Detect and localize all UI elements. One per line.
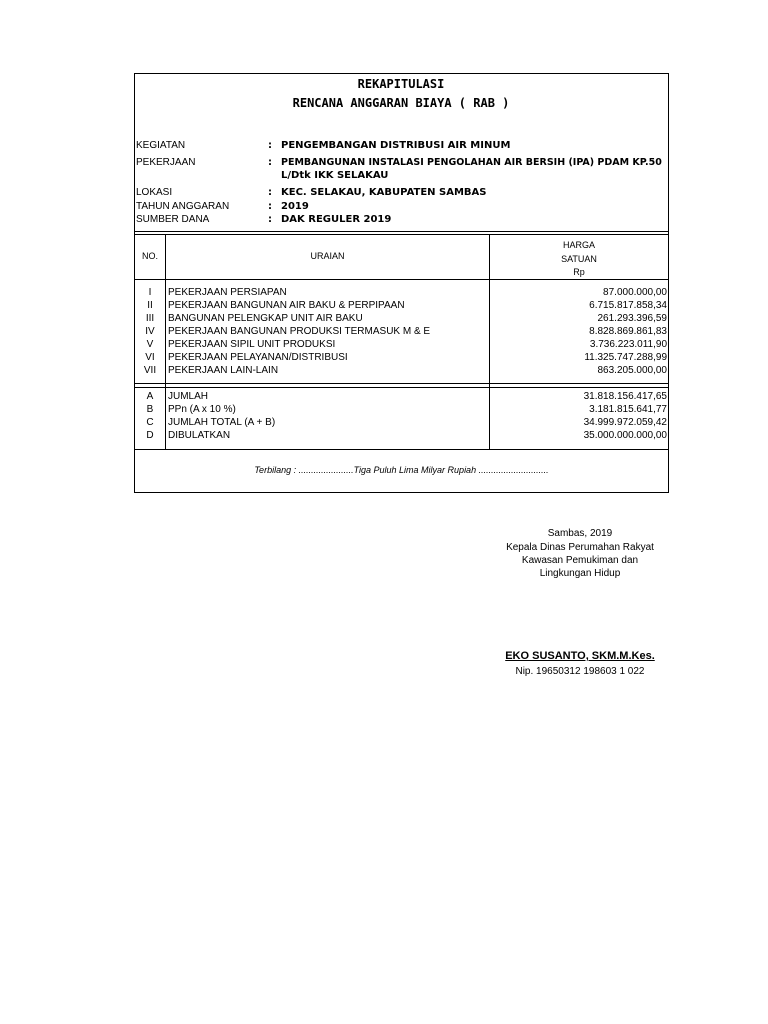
total-no: B [146,404,154,415]
total-desc: PPn (A x 10 %) [168,404,236,415]
info-label-pekerjaan: PEKERJAAN [136,157,196,168]
info-colon: : [268,187,272,198]
total-no: A [146,391,154,402]
items-bottom-border-inner [135,387,668,388]
row-value: 11.325.747.288,99 [584,352,667,363]
row-no: V [146,339,154,350]
info-value-tahun: 2019 [281,201,309,212]
row-no: II [147,300,153,311]
total-value: 34.999.972.059,42 [583,417,667,428]
signature-place-date: Sambas, 2019 [547,528,613,539]
row-desc: PEKERJAAN BANGUNAN PRODUKSI TERMASUK M & E [168,326,431,337]
total-desc: JUMLAH TOTAL (A + B) [168,417,276,428]
row-value: 863.205.000,00 [597,365,667,376]
signature-nip: Nip. 19650312 198603 1 022 [515,666,645,677]
signature-role-line: Kepala Dinas Perumahan Rakyat [506,542,654,553]
row-desc: PEKERJAAN BANGUNAN AIR BAKU & PERPIPAAN [168,300,405,311]
table-top-border-inner [135,234,668,235]
info-label-sumber-dana: SUMBER DANA [136,214,210,225]
col-header-harga-1: HARGA [562,240,595,250]
info-value-pekerjaan-cont: L/Dtk IKK SELAKAU [281,170,389,181]
row-no: III [145,313,155,324]
header-bottom-border [135,279,668,280]
col-header-harga-2: SATUAN [561,254,597,264]
row-desc: BANGUNAN PELENGKAP UNIT AIR BAKU [168,313,363,324]
table-top-border [135,231,668,232]
row-no: I [148,287,152,298]
signature-role-line: Kawasan Pemukiman dan [521,555,639,566]
total-desc: JUMLAH [168,391,209,402]
info-value-pekerjaan: PEMBANGUNAN INSTALASI PENGOLAHAN AIR BERSIH (IPA) PDAM KP.50 [281,157,662,168]
signature-role-line: Lingkungan Hidup [539,568,621,579]
info-label-lokasi: LOKASI [136,187,173,198]
row-no: VI [145,352,155,363]
total-desc: DIBULATKAN [168,430,231,441]
terbilang: Terbilang : ......................Tiga Puluh Lima Milyar Rupiah ............................ [254,465,549,475]
row-value: 261.293.396,59 [597,313,667,324]
info-value-lokasi: KEC. SELAKAU, KABUPATEN SAMBAS [281,187,487,198]
doc-title: REKAPITULASI [357,77,445,91]
signature-name-text: EKO SUSANTO, SKM.M.Kes. [505,650,655,662]
col-header-uraian: URAIAN [310,251,345,261]
total-value: 31.818.156.417,65 [583,391,667,402]
row-desc: PEKERJAAN PERSIAPAN [168,287,287,298]
col-header-no: NO. [141,251,158,261]
row-value: 6.715.817.858,34 [589,300,667,311]
row-no: VII [143,365,157,376]
signature-name [470,650,690,662]
row-no: IV [145,326,155,337]
items-bottom-border [135,383,668,384]
rab-document [134,73,669,493]
total-no: D [146,430,154,441]
doc-subtitle: RENCANA ANGGARAN BIAYA ( RAB ) [292,96,510,110]
info-colon: : [268,157,272,168]
info-value-kegiatan: PENGEMBANGAN DISTRIBUSI AIR MINUM [281,140,511,151]
row-desc: PEKERJAAN PELAYANAN/DISTRIBUSI [168,352,348,363]
row-value: 87.000.000,00 [603,287,667,298]
total-value: 3.181.815.641,77 [589,404,667,415]
row-desc: PEKERJAAN LAIN-LAIN [168,365,279,376]
info-label-tahun: TAHUN ANGGARAN [136,201,230,212]
col-header-harga-3: Rp [573,267,585,277]
row-value: 3.736.223.011,90 [589,339,667,350]
totals-bottom-border [135,449,668,450]
total-no: C [146,417,154,428]
row-value: 8.828.869.861,83 [589,326,667,337]
info-colon: : [268,140,272,151]
info-colon: : [268,201,272,212]
row-desc: PEKERJAAN SIPIL UNIT PRODUKSI [168,339,336,350]
info-label-kegiatan: KEGIATAN [136,140,186,151]
col-divider-no [165,234,166,449]
info-colon: : [268,214,272,225]
info-value-sumber-dana: DAK REGULER 2019 [281,214,392,225]
total-value: 35.000.000.000,00 [583,430,667,441]
